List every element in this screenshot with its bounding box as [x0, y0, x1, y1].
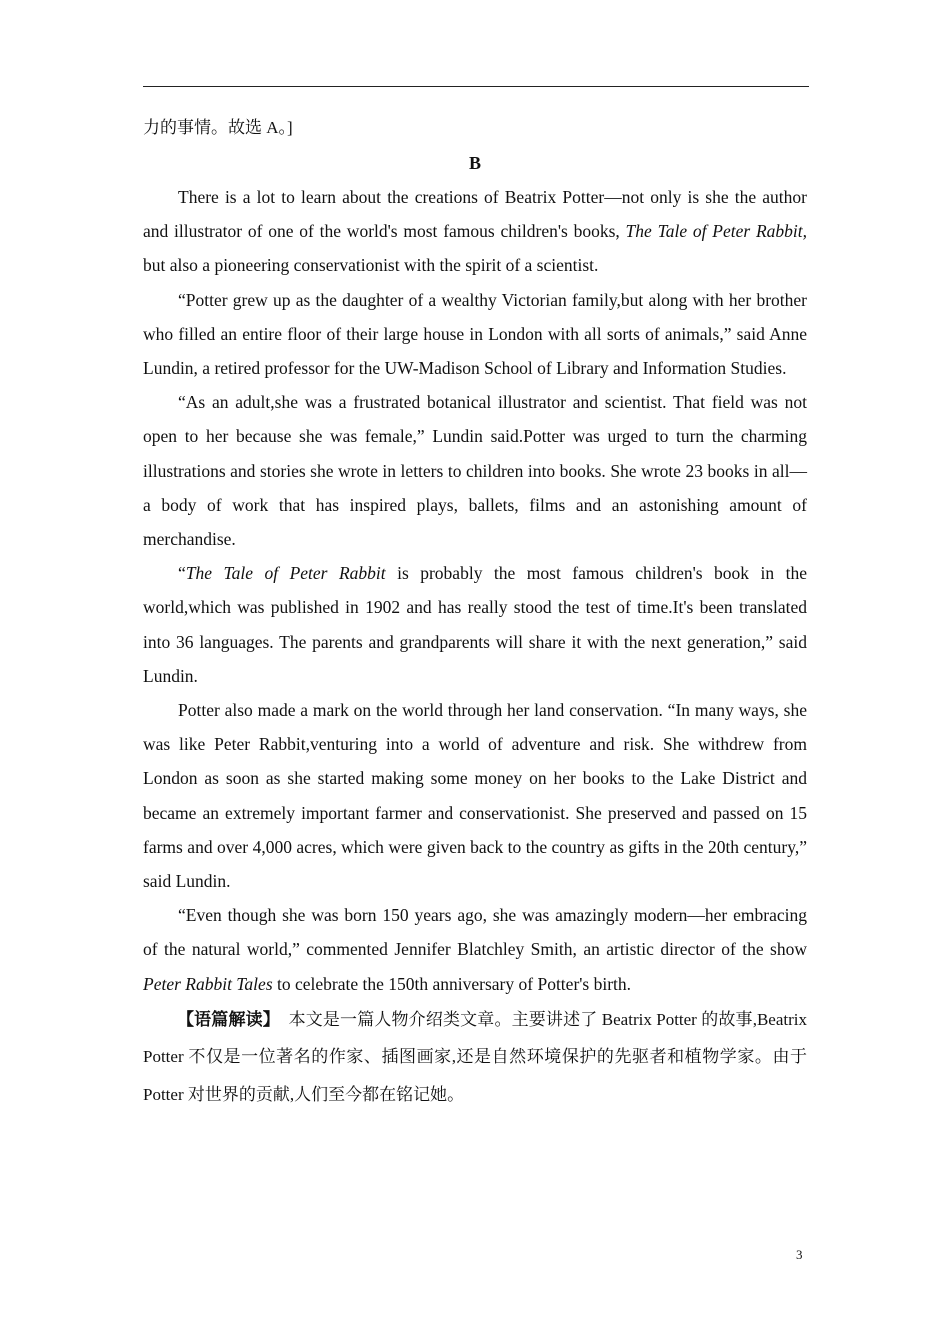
passage-paragraph [143, 385, 807, 556]
paragraph-text: There is a lot to learn about the creations of Beatrix Potter—not only is she the author and illustrator of one of the world's most famous children's books, [143, 187, 807, 242]
document-body [143, 110, 807, 1113]
italic-title: Peter Rabbit Tales [143, 973, 273, 994]
section-heading: B [468, 153, 481, 173]
passage-paragraph [143, 283, 807, 386]
header-rule [143, 86, 809, 87]
passage-paragraph [143, 556, 807, 693]
page-number: 3 [796, 1247, 803, 1262]
paragraph-text: “Even though she was born 150 years ago, she was amazingly modern—her embracing of the natural world,” commented Jennifer Blatchley Smith, an artistic director of the show [143, 905, 807, 960]
paragraph-text: “As an adult,she was a frustrated botanical illustrator and scientist. That field was not open to her because she was female,” Lundin said.Potter was urged to turn the charming illustrations and stories she wrote in letters to children into books. She wrote 23 books in all—a body of work that has inspired plays, ballets, films and an astonishing amount of merchandise. [143, 392, 807, 550]
analysis-block [143, 1001, 807, 1114]
paragraph-text: is probably the most famous children's book in the world,which was published in 1902 and has really stood the test of time.It's been translated into 36 languages. The parents and grandparents will share it with the next generation,” said Lundin. [143, 563, 807, 686]
paragraph-text: but also a pioneering conservationist with the spirit of a scientist. [143, 255, 599, 276]
passage-paragraphs [143, 180, 807, 1001]
passage-paragraph [143, 180, 807, 283]
paragraph-text: “Potter grew up as the daughter of a wealthy Victorian family,but along with her brother who filled an entire floor of their large house in London with all sorts of animals,” said Anne Lundin, a retired professor for the UW-Madison School of Library and Information Studies. [143, 289, 807, 379]
paragraph-text: Potter also made a mark on the world through her land conservation. “In many ways, she was like Peter Rabbit,venturing into a world of adventure and risk. She withdrew from London as soon as she started making some money on her books to the Lake District and became an extremely important farmer and conservationist. She preserved and passed on 15 farms and over 4,000 acres, which were given back to the country as gifts in the 20th century,” said Lundin. [143, 700, 807, 892]
analysis-text: 本文是一篇人物介绍类文章。主要讲述了 Beatrix Potter 的故事,Beatrix Potter 不仅是一位著名的作家、插图画家,还是自然环境保护的先驱者和植物学家。由于 Potter 对世界的贡献,人们至今都在铭记她。 [143, 1009, 808, 1104]
italic-title: The Tale of Peter Rabbit [185, 563, 386, 584]
passage-paragraph [143, 693, 807, 898]
paragraph-text: to celebrate the 150th anniversary of Potter's birth. [272, 973, 632, 994]
paragraph-text: “ [178, 563, 186, 584]
intro-line: 力的事情。故选 A。] [143, 118, 293, 137]
passage-paragraph [143, 898, 807, 1001]
italic-title: The Tale of Peter Rabbit, [625, 221, 807, 242]
analysis-label: 【语篇解读】 [177, 1009, 272, 1029]
